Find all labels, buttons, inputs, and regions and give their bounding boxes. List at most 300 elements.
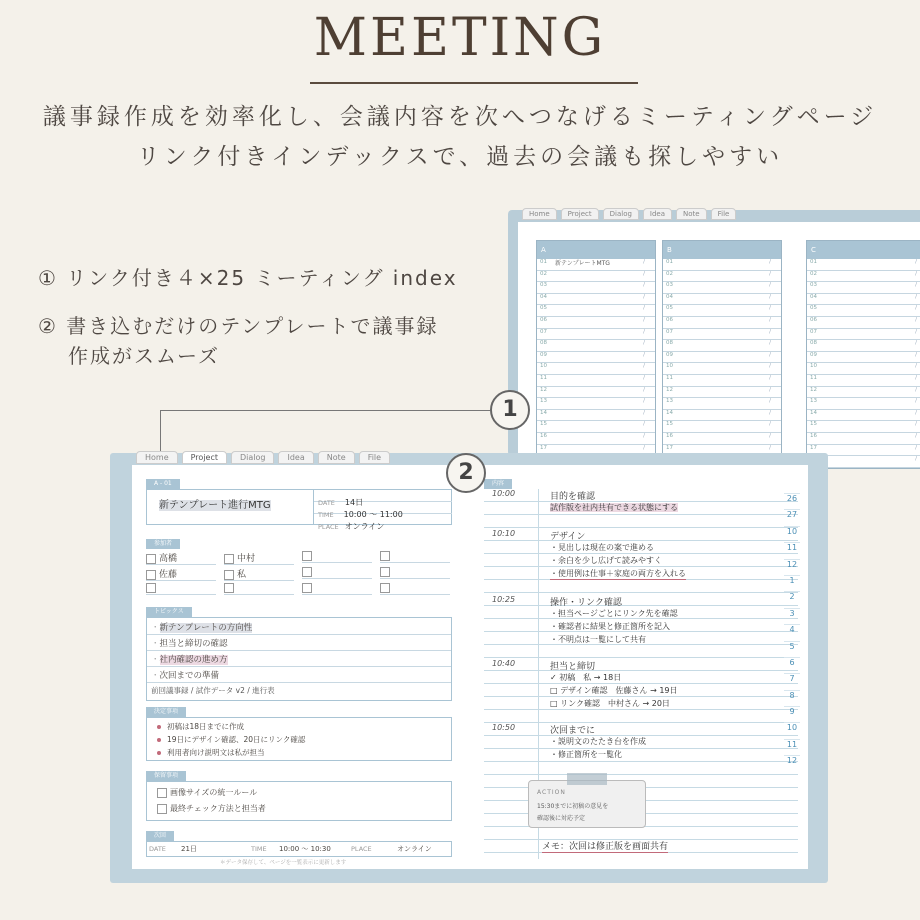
date-slash: / <box>915 351 917 358</box>
index-row-number: 16 <box>666 432 673 439</box>
date-slash: / <box>769 293 771 300</box>
tab-home[interactable]: Home <box>136 451 178 464</box>
index-row-number: 08 <box>810 340 817 347</box>
attendee: 中村 <box>237 554 256 564</box>
index-row[interactable] <box>807 387 920 399</box>
note-line[interactable]: □ デザイン確認 佐藤さん → 19日 <box>550 686 678 695</box>
note-line[interactable]: ・余白を少し広げて読みやすく <box>550 556 662 565</box>
month-tab[interactable]: 12 <box>784 559 800 575</box>
date-slash: / <box>643 270 645 277</box>
index-column-header: C <box>807 241 920 259</box>
index-row[interactable] <box>663 340 781 352</box>
ruled-line <box>484 696 798 697</box>
tab-project[interactable]: Project <box>182 451 227 464</box>
index-row[interactable] <box>807 340 920 352</box>
index-row[interactable] <box>663 271 781 283</box>
date-slash: / <box>643 340 645 347</box>
index-row[interactable] <box>537 375 655 387</box>
ruled-line <box>484 748 798 749</box>
note-line[interactable]: デザイン <box>550 532 586 542</box>
index-row[interactable] <box>537 398 655 410</box>
index-row-number: 01 <box>540 259 547 265</box>
prev-minutes-link[interactable]: 前回議事録 / 試作データ v2 / 進行表 <box>151 686 275 695</box>
index-row[interactable] <box>663 305 781 317</box>
callout-2: 2 <box>446 453 486 493</box>
date-slash: / <box>915 421 917 428</box>
tab-note[interactable]: Note <box>318 451 355 464</box>
date-slash: / <box>915 386 917 393</box>
index-row[interactable] <box>807 433 920 445</box>
month-tab[interactable]: 3 <box>784 608 800 624</box>
index-row-number: 17 <box>810 444 817 451</box>
index-row-number: 07 <box>540 328 547 335</box>
note-line[interactable]: ✓ 初稿 私 → 18日 <box>550 673 622 682</box>
decision: 初稿は18日までに作成 <box>167 722 245 731</box>
decision: 19日にデザイン確認、20日にリンク確認 <box>167 735 306 744</box>
topic[interactable]: 新テンプレートの方向性 <box>159 623 253 633</box>
index-row-number: 10 <box>666 363 673 370</box>
date-slash: / <box>915 270 917 277</box>
index-row[interactable] <box>807 398 920 410</box>
meeting-info-box <box>146 489 452 531</box>
date-slash: / <box>915 409 917 416</box>
month-tab[interactable]: 11 <box>784 542 800 558</box>
index-row-number: 07 <box>666 328 673 335</box>
date-slash: / <box>769 259 771 265</box>
index-row[interactable] <box>807 421 920 433</box>
date-slash: / <box>643 444 645 451</box>
feature-2: ② 書き込むだけのテンプレートで議事録 <box>38 314 439 338</box>
index-row[interactable] <box>537 410 655 422</box>
next-meeting-header: 次回 <box>146 831 174 841</box>
note-line[interactable]: ・見出しは現在の案で進める <box>550 543 654 552</box>
index-row[interactable] <box>663 259 781 271</box>
ruled-line <box>484 605 798 606</box>
index-row[interactable] <box>807 294 920 306</box>
feature-1: ① リンク付き４×25 ミーティング index <box>38 266 458 290</box>
title-divider <box>310 82 638 84</box>
pending-box <box>146 781 452 821</box>
checkbox-icon[interactable] <box>302 583 312 593</box>
index-row[interactable] <box>537 305 655 317</box>
index-row[interactable] <box>807 271 920 283</box>
next-place[interactable]: オンライン <box>397 845 432 853</box>
index-row-number: 12 <box>810 386 817 393</box>
page-title: MEETING <box>313 8 607 68</box>
index-row-number: 07 <box>810 328 817 335</box>
page-footer-note: ＊データ保存して、ページを一覧表示に更新します <box>220 860 347 866</box>
index-row[interactable] <box>537 433 655 445</box>
month-tab[interactable]: 26 <box>784 493 800 509</box>
index-row-number: 09 <box>666 351 673 358</box>
date-slash: / <box>643 432 645 439</box>
index-row-number: 04 <box>540 293 547 300</box>
topics-box: ・新テンプレートの方向性 ・担当と締切の確認 ・社内確認の進め方 ・次回までの準備 前回議事録 / 試作データ v2 / 進行表 <box>146 617 452 701</box>
month-tab[interactable]: 8 <box>784 690 800 706</box>
index-row[interactable] <box>663 387 781 399</box>
index-row-number: 13 <box>666 398 673 405</box>
tab-idea[interactable]: Idea <box>278 451 313 464</box>
index-row-number: 10 <box>810 363 817 370</box>
checkbox-icon[interactable] <box>224 554 234 564</box>
index-row-number: 12 <box>540 386 547 393</box>
place-value[interactable]: オンライン <box>344 522 385 531</box>
attendee: 高橋 <box>159 554 178 564</box>
date-slash: / <box>769 363 771 370</box>
note-line[interactable]: ・使用例は仕事＋家庭の両方を入れる <box>550 569 686 578</box>
index-row[interactable] <box>663 282 781 294</box>
index-row[interactable] <box>663 433 781 445</box>
index-row-number: 10 <box>540 363 547 370</box>
topic[interactable]: 担当と締切の確認 <box>159 639 228 649</box>
pending-item: 最終チェック方法と担当者 <box>170 804 266 813</box>
tab-home[interactable]: Home <box>522 208 557 220</box>
index-row[interactable] <box>807 375 920 387</box>
ruled-line <box>484 774 798 775</box>
date-slash: / <box>769 305 771 312</box>
timestamp: 10:00 <box>492 489 516 498</box>
index-row[interactable] <box>663 421 781 433</box>
index-row-number: 09 <box>810 351 817 358</box>
index-row[interactable] <box>663 294 781 306</box>
index-notebook <box>508 210 920 463</box>
date-slash: / <box>643 328 645 335</box>
date-slash: / <box>643 351 645 358</box>
index-row[interactable] <box>537 363 655 375</box>
note-line[interactable]: 操作・リンク確認 <box>550 598 622 608</box>
index-column-header: B <box>663 241 781 259</box>
checkbox-icon[interactable] <box>157 804 167 814</box>
timestamp: 10:50 <box>492 723 516 732</box>
index-page <box>518 222 920 463</box>
tab-dialog[interactable]: Dialog <box>231 451 274 464</box>
index-row-number: 03 <box>666 282 673 289</box>
content-header: 内容 <box>484 479 512 489</box>
next-place-label: PLACE <box>351 845 372 853</box>
date-slash: / <box>769 386 771 393</box>
meeting-notebook <box>110 453 828 883</box>
index-row[interactable] <box>807 317 920 329</box>
date-slash: / <box>915 444 917 451</box>
meeting-left-page <box>132 465 472 869</box>
callout-1: 1 <box>490 390 530 430</box>
ruled-line <box>484 709 798 710</box>
date-slash: / <box>769 409 771 416</box>
index-row[interactable] <box>663 329 781 341</box>
index-entry[interactable]: 新テンプレートMTG <box>555 260 610 267</box>
index-row-number: 05 <box>810 305 817 312</box>
month-tab[interactable]: 6 <box>784 657 800 673</box>
index-column-a <box>536 240 656 469</box>
index-row[interactable] <box>537 259 655 271</box>
index-row[interactable] <box>807 282 920 294</box>
index-row[interactable] <box>537 352 655 364</box>
checkbox-icon[interactable] <box>380 551 390 561</box>
index-row[interactable] <box>537 340 655 352</box>
index-row-number: 08 <box>540 340 547 347</box>
tape <box>567 773 607 785</box>
tab-file[interactable]: File <box>711 208 737 220</box>
index-row[interactable] <box>807 363 920 375</box>
checkbox-icon[interactable] <box>302 567 312 577</box>
index-row-number: 08 <box>666 340 673 347</box>
date-slash: / <box>915 328 917 335</box>
memo-line[interactable]: メモ：次回は修正版を画面共有 <box>542 839 668 853</box>
month-tab[interactable]: 7 <box>784 673 800 689</box>
date-slash: / <box>769 374 771 381</box>
index-row-number: 13 <box>540 398 547 405</box>
index-row-number: 04 <box>810 293 817 300</box>
date-slash: / <box>643 282 645 289</box>
date-slash: / <box>915 374 917 381</box>
date-slash: / <box>643 409 645 416</box>
date-value[interactable]: 14日 <box>344 498 364 507</box>
index-row-number: 04 <box>666 293 673 300</box>
tab-note[interactable]: Note <box>676 208 707 220</box>
note-line[interactable]: ・修正箇所を一覧化 <box>550 750 622 759</box>
ruled-line <box>484 527 798 528</box>
date-slash: / <box>769 270 771 277</box>
note-line[interactable]: ・不明点は一覧にして共有 <box>550 635 646 644</box>
topic[interactable]: 社内確認の進め方 <box>159 655 228 665</box>
index-row[interactable] <box>807 259 920 271</box>
index-row[interactable] <box>537 317 655 329</box>
index-row-number: 03 <box>540 282 547 289</box>
checkbox-icon[interactable] <box>146 554 156 564</box>
date-slash: / <box>915 340 917 347</box>
month-tab[interactable]: 1 <box>784 575 800 591</box>
checkbox-icon[interactable] <box>224 583 234 593</box>
decisions-header: 決定事項 <box>146 707 186 717</box>
date-slash: / <box>915 282 917 289</box>
topics-header: トピックス <box>146 607 192 617</box>
index-row[interactable] <box>663 363 781 375</box>
note-line[interactable]: ・担当ページごとにリンク先を確認 <box>550 609 678 618</box>
date-slash: / <box>915 432 917 439</box>
time-value[interactable]: 10:00 ～ 11:00 <box>343 510 403 519</box>
timestamp: 10:40 <box>492 659 516 668</box>
month-tab[interactable]: 27 <box>784 509 800 525</box>
date-slash: / <box>915 293 917 300</box>
index-row-number: 17 <box>540 444 547 451</box>
index-row-number: 01 <box>666 259 673 265</box>
ruled-line <box>484 722 798 723</box>
date-slash: / <box>769 398 771 405</box>
date-slash: / <box>769 444 771 451</box>
decision: 利用者向け説明文は私が担当 <box>167 748 265 757</box>
checkbox-icon[interactable] <box>380 583 390 593</box>
note-line[interactable]: ・確認者に結果と修正箇所を記入 <box>550 622 670 631</box>
time-label: TIME <box>318 511 334 519</box>
tab-file[interactable]: File <box>359 451 390 464</box>
date-slash: / <box>643 259 645 265</box>
subtitle-2: リンク付きインデックスで、過去の会議も探しやすい <box>136 144 784 170</box>
date-slash: / <box>915 259 917 265</box>
index-row[interactable] <box>807 305 920 317</box>
index-row[interactable] <box>537 421 655 433</box>
place-label: PLACE <box>318 523 339 531</box>
month-tab[interactable]: 11 <box>784 739 800 755</box>
action-line: 確認後に対応予定 <box>537 815 586 822</box>
index-row[interactable] <box>537 387 655 399</box>
index-row[interactable] <box>663 398 781 410</box>
note-line[interactable]: 試作版を社内共有できる状態にする <box>550 503 678 512</box>
index-row-number: 17 <box>666 444 673 451</box>
month-tab[interactable]: 9 <box>784 706 800 722</box>
date-slash: / <box>915 316 917 323</box>
index-row-number: 09 <box>540 351 547 358</box>
date-slash: / <box>915 363 917 370</box>
index-column-header: A <box>537 241 655 259</box>
ruled-line <box>484 670 798 671</box>
index-row-number: 02 <box>810 270 817 277</box>
date-slash: / <box>643 398 645 405</box>
ruled-line <box>484 761 798 762</box>
month-tab[interactable]: 2 <box>784 591 800 607</box>
index-row-number: 15 <box>810 421 817 428</box>
date-slash: / <box>643 363 645 370</box>
index-row[interactable] <box>537 294 655 306</box>
note-line[interactable]: 担当と締切 <box>550 662 596 672</box>
index-row-number: 14 <box>540 409 547 416</box>
ruled-line <box>484 566 798 567</box>
ruled-line <box>484 553 798 554</box>
action-line: 15:30までに初稿の意見を <box>537 803 609 810</box>
date-slash: / <box>769 432 771 439</box>
index-row-number: 14 <box>810 409 817 416</box>
index-row-number: 15 <box>666 421 673 428</box>
ruled-line <box>484 514 798 515</box>
month-index-tabs <box>784 493 800 772</box>
action-sticky-note[interactable] <box>528 780 646 828</box>
tab-idea[interactable]: Idea <box>643 208 672 220</box>
index-row[interactable] <box>537 282 655 294</box>
index-row-number: 06 <box>540 316 547 323</box>
date-slash: / <box>643 293 645 300</box>
checkbox-icon[interactable] <box>302 551 312 561</box>
index-row[interactable] <box>663 375 781 387</box>
next-meeting-box <box>146 841 452 857</box>
index-row-number: 05 <box>666 305 673 312</box>
index-row-number: 15 <box>540 421 547 428</box>
meeting-tab-bar <box>136 451 390 464</box>
index-row-number: 11 <box>666 374 673 381</box>
attendees-header: 参加者 <box>146 539 180 549</box>
note-line[interactable]: □ リンク確認 中村さん → 20日 <box>550 699 670 708</box>
index-row[interactable] <box>537 271 655 283</box>
tab-dialog[interactable]: Dialog <box>603 208 639 220</box>
date-slash: / <box>769 351 771 358</box>
callout-1-line <box>160 410 490 411</box>
month-tab[interactable]: 12 <box>784 755 800 771</box>
next-date[interactable]: 21日 <box>181 845 197 853</box>
checkbox-icon[interactable] <box>146 570 156 580</box>
ruled-line <box>484 657 798 658</box>
decisions-box <box>146 717 452 761</box>
index-row-number: 03 <box>810 282 817 289</box>
checkbox-icon[interactable] <box>146 583 156 593</box>
topic[interactable]: 次回までの準備 <box>159 671 220 681</box>
index-row-number: 14 <box>666 409 673 416</box>
month-tab[interactable]: 4 <box>784 624 800 640</box>
month-tab[interactable]: 10 <box>784 526 800 542</box>
index-row[interactable] <box>663 352 781 364</box>
attendees-grid <box>146 551 450 601</box>
month-tab[interactable]: 5 <box>784 641 800 657</box>
tab-project[interactable]: Project <box>561 208 599 220</box>
next-date-label: DATE <box>149 845 166 853</box>
index-column-c <box>806 240 920 469</box>
index-row-number: 13 <box>810 398 817 405</box>
meeting-title[interactable]: 新テンプレート進行MTG <box>159 500 271 511</box>
meeting-id: A - 01 <box>146 479 180 489</box>
note-line[interactable]: 目的を確認 <box>550 492 596 502</box>
date-slash: / <box>769 282 771 289</box>
month-tab[interactable]: 10 <box>784 722 800 738</box>
date-slash: / <box>769 328 771 335</box>
index-row[interactable] <box>663 410 781 422</box>
next-time[interactable]: 10:00 ～ 10:30 <box>279 845 331 853</box>
index-row-number: 16 <box>810 432 817 439</box>
checkbox-icon[interactable] <box>380 567 390 577</box>
note-line[interactable]: ・説明文のたたき台を作成 <box>550 737 646 746</box>
date-slash: / <box>769 421 771 428</box>
timestamp: 10:10 <box>492 529 516 538</box>
date-slash: / <box>769 340 771 347</box>
date-slash: / <box>643 374 645 381</box>
index-row[interactable] <box>807 352 920 364</box>
index-row-number: 16 <box>540 432 547 439</box>
date-slash: / <box>769 316 771 323</box>
date-slash: / <box>915 398 917 405</box>
pending-header: 保留事項 <box>146 771 186 781</box>
date-slash: / <box>643 305 645 312</box>
checkbox-icon[interactable] <box>224 570 234 580</box>
index-row-number: 02 <box>666 270 673 277</box>
index-tab-bar <box>522 208 736 220</box>
date-slash: / <box>915 305 917 312</box>
index-row-number: 06 <box>666 316 673 323</box>
feature-2-cont: 作成がスムーズ <box>68 344 220 368</box>
index-row[interactable] <box>807 329 920 341</box>
index-row-number: 12 <box>666 386 673 393</box>
note-line[interactable]: 次回までに <box>550 726 596 736</box>
checkbox-icon[interactable] <box>157 788 167 798</box>
subtitle-1: 議事録作成を効率化し、会議内容を次へつなげるミーティングページ <box>42 104 878 130</box>
index-row[interactable] <box>807 410 920 422</box>
index-row[interactable] <box>537 329 655 341</box>
ruled-line <box>484 683 798 684</box>
date-label: DATE <box>318 499 335 507</box>
date-slash: / <box>643 316 645 323</box>
index-row-number: 05 <box>540 305 547 312</box>
index-row-number: 06 <box>810 316 817 323</box>
ruled-line <box>484 540 798 541</box>
pending-item: 画像サイズの統一ルール <box>170 788 258 797</box>
index-row-number: 11 <box>540 374 547 381</box>
timestamp: 10:25 <box>492 595 516 604</box>
date-slash: / <box>915 456 917 463</box>
ruled-line <box>484 592 798 593</box>
date-slash: / <box>643 386 645 393</box>
index-row-number: 02 <box>540 270 547 277</box>
index-row-number: 11 <box>810 374 817 381</box>
index-column-b <box>662 240 782 469</box>
action-title: ACTION <box>537 789 566 796</box>
index-row-number: 01 <box>810 259 817 265</box>
index-row[interactable] <box>663 317 781 329</box>
date-slash: / <box>643 421 645 428</box>
